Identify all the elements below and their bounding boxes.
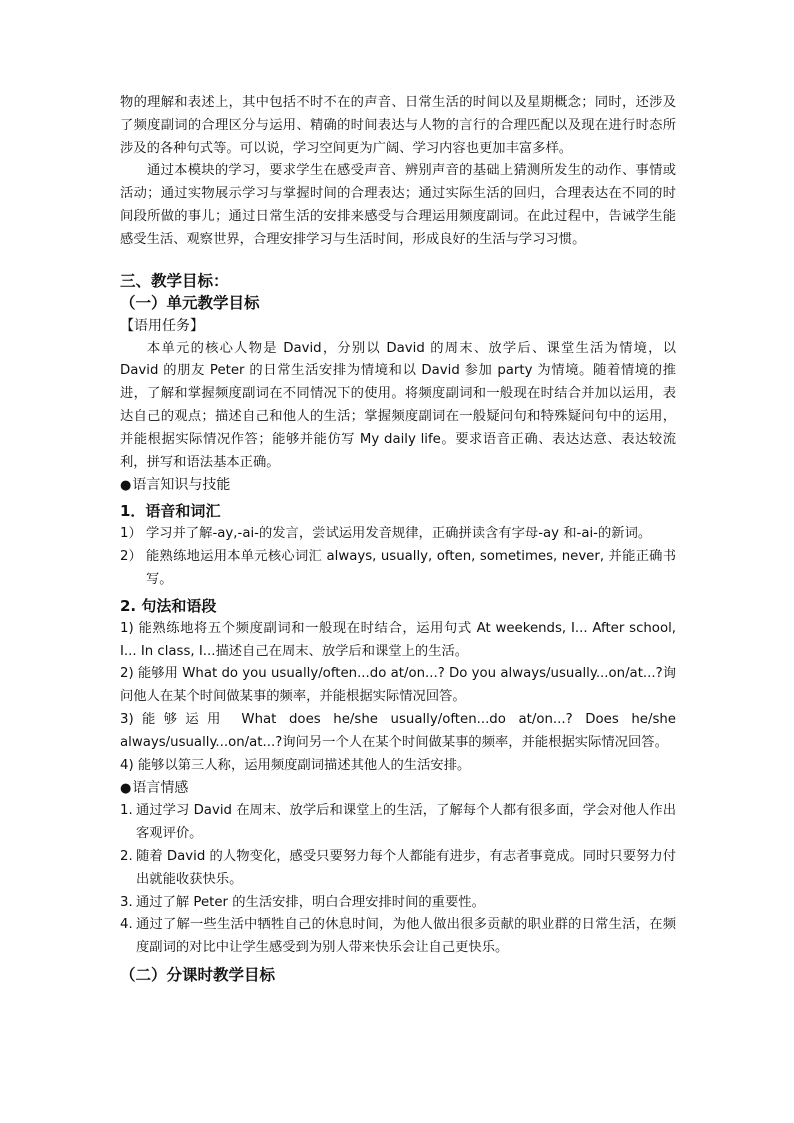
sentence-heading: 2. 句法和语段 <box>120 596 217 615</box>
emotion-item-text: 随着 David 的人物变化，感受只要努力每个人都能有进步，有志者事竟成。同时只要努力付出就能收获快乐。 <box>136 848 676 887</box>
emotion-item-number: 2. <box>120 848 133 864</box>
emotion-item-4 <box>120 914 676 960</box>
emotion-item-1 <box>120 800 676 846</box>
vocab-item-number: 2） <box>120 549 142 565</box>
intro-paragraph-2: 通过本模块的学习，要求学生在感受声音、辨别声音的基础上猜测所发生的动作、事情或活动；通过实物展示学习与掌握时间的合理表达；通过实际生活的回归，合理表达在不同的时间段所做的事儿；通过日常生活的安排来感受与合理运用频度副词。在此过程中，告诫学生能感受生活、观察世界，合理安排学习与生活时间，形成良好的生活与学习习惯。 <box>120 163 676 247</box>
lesson-goals-heading: （二）分课时教学目标 <box>120 965 276 984</box>
emotion-item-number: 3. <box>120 894 133 910</box>
bullet-dot-icon: ● <box>120 781 132 797</box>
unit-goals-heading: （一）单元教学目标 <box>120 293 260 312</box>
knowledge-heading <box>120 474 676 497</box>
intro-paragraph-1: 物的理解和表述上，其中包括不时不在的声音、日常生活的时间以及星期概念；同时，还涉及了频度副词的合理区分与运用、精确的时间表达与人物的言行的合理匹配以及现在进行时态所涉及的各种句式等。可以说，学习空间更为广阔、学习内容也更加丰富多样。 <box>120 95 676 156</box>
emotion-item-2 <box>120 846 676 892</box>
knowledge-heading-label: 语言知识与技能 <box>132 477 231 494</box>
emotion-heading-label: 语言情感 <box>132 780 189 797</box>
sentence-item-3-rest: always/usually...on/at...?询问另一个人在某个时间做某事的频率，并能根据实际情况回答。 <box>120 734 668 750</box>
sentence-item-2: 2) 能够用 What do you usually/often...do at/on...? Do you always/usually...on/at...?询问他人在某个时间做某事的频率，并能根据实际情况回答。 <box>120 666 676 705</box>
emotion-item-text: 通过了解 Peter 的生活安排，明白合理安排时间的重要性。 <box>136 894 485 910</box>
emotion-item-number: 4. <box>120 917 133 933</box>
task-paragraph: 本单元的核心人物是 David，分别以 David 的周末、放学后、课堂生活为情境，以 David 的朋友 Peter 的日常生活安排为情境和以 David 参加 party 为情境。随着情境的推进，了解和掌握频度副词在不同情况下的使用。将频度副词和一般现在时结合并加以运用，表达自己的观点；描述自己和他人的生活；掌握频度副词在一般疑问句和特殊疑问句中的运用，并能根据实际情况作答；能够并能仿写 My daily life。要求语音正确、表达达意、表达较流利，拼写和语法基本正确。 <box>120 340 676 470</box>
emotion-item-text: 通过学习 David 在周末、放学后和课堂上的生活，了解每个人都有很多面，学会对他人作出客观评价。 <box>136 803 676 842</box>
vocab-heading: 1．语音和词汇 <box>120 502 221 521</box>
emotion-heading <box>120 777 676 800</box>
emotion-item-3 <box>120 892 676 915</box>
vocab-item-2 <box>120 546 676 592</box>
vocab-item-number: 1） <box>120 526 142 542</box>
emotion-item-text: 通过了解一些生活中牺牲自己的休息时间，为他人做出很多贡献的职业群的日常生活，在频度副词的对比中让学生感受到为别人带来快乐会让自己更快乐。 <box>136 917 676 956</box>
vocab-item-text: 学习并了解-ay,-ai-的发言，尝试运用发音规律，正确拼读含有字母-ay 和-ai-的新词。 <box>146 526 652 542</box>
sentence-item-1: 1) 能熟练地将五个频度副词和一般现在时结合，运用句式 At weekends, I... After school, I... In class, I...描述自己在周末、放学后和课堂上的生活。 <box>120 620 676 659</box>
vocab-item-1 <box>120 523 676 546</box>
section-title-teaching-goals: 三、教学目标： <box>120 271 229 290</box>
emotion-item-number: 1. <box>120 803 133 819</box>
sentence-item-3-line1: 3)能够运用 What does he/she usually/often...do at/on...? Does he/she <box>120 711 676 727</box>
vocab-item-text: 能熟练地运用本单元核心词汇 always, usually, often, sometimes, never, 并能正确书写。 <box>146 549 676 587</box>
sentence-item-4: 4) 能够以第三人称，运用频度副词描述其他人的生活安排。 <box>120 757 471 773</box>
task-label: 【语用任务】 <box>120 317 204 334</box>
document-page <box>120 92 676 986</box>
bullet-dot-icon: ● <box>120 478 132 494</box>
